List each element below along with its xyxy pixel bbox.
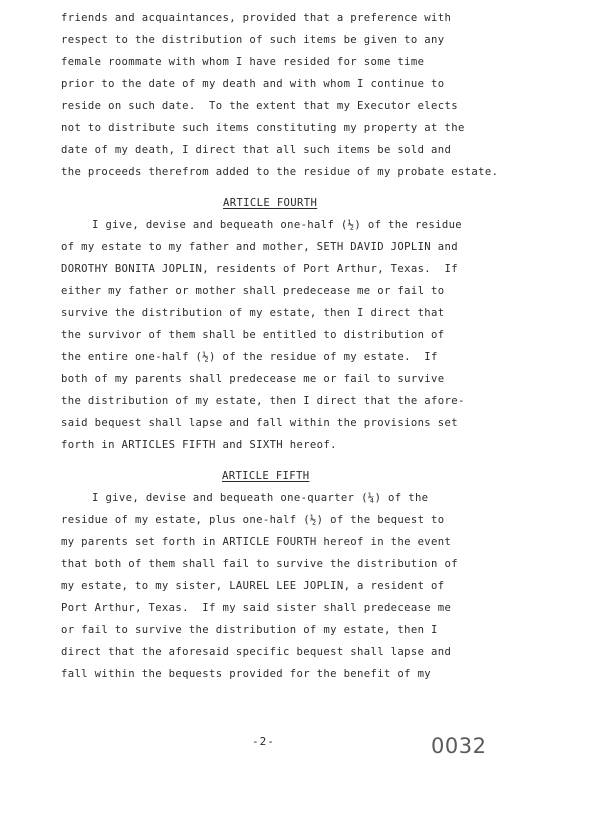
page-number: -2- — [252, 735, 275, 748]
intro-line-1: friends and acquaintances, provided that a preference with — [61, 12, 452, 24]
article-fourth-line-6: the survivor of them shall be entitled to distribution of — [61, 329, 445, 341]
article-fifth-line-5: my estate, to my sister, LAUREL LEE JOPLIN, a resident of — [61, 580, 445, 592]
intro-line-6: not to distribute such items constituting my property at the — [61, 122, 465, 134]
article-fifth-line-1: I give, devise and bequeath one-quarter (¼) of the — [92, 492, 429, 504]
article-fifth-line-8: direct that the aforesaid specific bequest shall lapse and — [61, 646, 452, 658]
intro-line-2: respect to the distribution of such items be given to any — [61, 34, 445, 46]
article-fourth-line-4: either my father or mother shall predecease me or fail to — [61, 285, 445, 297]
article-fourth-line-5: survive the distribution of my estate, then I direct that — [61, 307, 445, 319]
article-fifth-heading: ARTICLE FIFTH — [222, 470, 310, 482]
article-fifth-line-3: my parents set forth in ARTICLE FOURTH hereof in the event — [61, 536, 452, 548]
article-fifth-line-7: or fail to survive the distribution of my estate, then I — [61, 624, 438, 636]
article-fourth-line-2: of my estate to my father and mother, SETH DAVID JOPLIN and — [61, 241, 458, 253]
document-number: 0032 — [431, 734, 487, 758]
article-fourth-line-3: DOROTHY BONITA JOPLIN, residents of Port Arthur, Texas. If — [61, 263, 458, 275]
article-fourth-line-11: forth in ARTICLES FIFTH and SIXTH hereof. — [61, 439, 337, 451]
article-fifth-line-6: Port Arthur, Texas. If my said sister shall predecease me — [61, 602, 452, 614]
article-fourth-line-1: I give, devise and bequeath one-half (½) of the residue — [92, 219, 463, 231]
intro-line-3: female roommate with whom I have resided for some time — [61, 56, 425, 68]
article-fifth-line-9: fall within the bequests provided for the benefit of my — [61, 668, 432, 680]
article-fifth-line-2: residue of my estate, plus one-half (½) of the bequest to — [61, 514, 445, 526]
intro-line-7: date of my death, I direct that all such items be sold and — [61, 144, 452, 156]
article-fourth-line-9: the distribution of my estate, then I direct that the afore- — [61, 395, 465, 407]
article-fourth-line-8: both of my parents shall predecease me or fail to survive — [61, 373, 445, 385]
article-fourth-line-10: said bequest shall lapse and fall within the provisions set — [61, 417, 458, 429]
intro-line-5: reside on such date. To the extent that my Executor elects — [61, 100, 458, 112]
article-fifth-line-4: that both of them shall fail to survive the distribution of — [61, 558, 458, 570]
intro-line-4: prior to the date of my death and with whom I continue to — [61, 78, 445, 90]
intro-line-8: the proceeds therefrom added to the residue of my probate estate. — [61, 166, 499, 178]
article-fourth-heading: ARTICLE FOURTH — [223, 197, 318, 209]
article-fourth-line-7: the entire one-half (½) of the residue of my estate. If — [61, 351, 438, 363]
